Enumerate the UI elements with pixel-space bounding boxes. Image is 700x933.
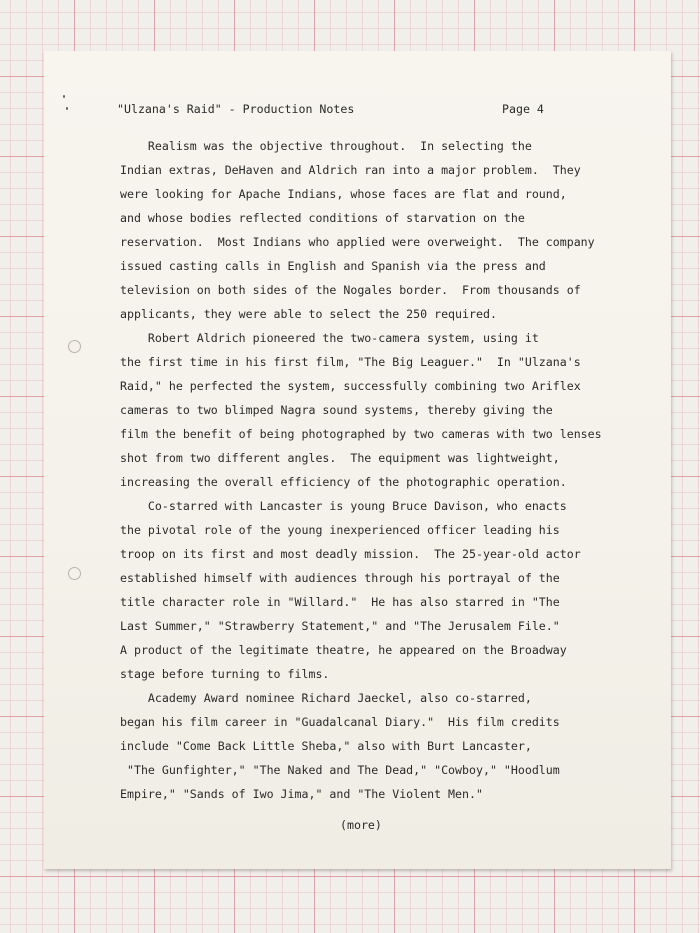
more-indicator: (more) <box>340 818 382 832</box>
body-line: stage before turning to films. <box>120 667 330 681</box>
body-line: Indian extras, DeHaven and Aldrich ran into a major problem. They <box>120 163 581 177</box>
body-line: include "Come Back Little Sheba," also with Burt Lancaster, <box>120 739 532 753</box>
body-line: the first time in his first film, "The Big Leaguer." In "Ulzana's <box>120 355 581 369</box>
body-line: television on both sides of the Nogales border. From thousands of <box>120 283 581 297</box>
punch-hole <box>68 340 81 353</box>
body-line: Raid," he perfected the system, successfully combining two Ariflex <box>120 379 581 393</box>
body-line: and whose bodies reflected conditions of starvation on the <box>120 211 525 225</box>
body-line: shot from two different angles. The equipment was lightweight, <box>120 451 560 465</box>
body-line: began his film career in "Guadalcanal Diary." His film credits <box>120 715 560 729</box>
body-line: the pivotal role of the young inexperienced officer leading his <box>120 523 560 537</box>
body-line: Last Summer," "Strawberry Statement," and "The Jerusalem File." <box>120 619 560 633</box>
body-line: Realism was the objective throughout. In selecting the <box>120 139 532 153</box>
header-title: "Ulzana's Raid" - Production Notes <box>117 102 355 116</box>
paper-speck <box>63 95 65 98</box>
paper-speck <box>66 107 68 110</box>
body-line: "The Gunfighter," "The Naked and The Dead," "Cowboy," "Hoodlum <box>120 763 560 777</box>
body-line: were looking for Apache Indians, whose faces are flat and round, <box>120 187 567 201</box>
body-line: issued casting calls in English and Spanish via the press and <box>120 259 546 273</box>
body-line: Robert Aldrich pioneered the two-camera system, using it <box>120 331 539 345</box>
body-line: Academy Award nominee Richard Jaeckel, also co-starred, <box>120 691 532 705</box>
body-line: applicants, they were able to select the 250 required. <box>120 307 497 321</box>
body-line: reservation. Most Indians who applied were overweight. The company <box>120 235 595 249</box>
body-line: A product of the legitimate theatre, he appeared on the Broadway <box>120 643 567 657</box>
body-line: increasing the overall efficiency of the photographic operation. <box>120 475 567 489</box>
body-line: troop on its first and most deadly mission. The 25-year-old actor <box>120 547 581 561</box>
page-number: Page 4 <box>502 102 544 116</box>
body-line: film the benefit of being photographed by two cameras with two lenses <box>120 427 602 441</box>
body-line: title character role in "Willard." He has also starred in "The <box>120 595 560 609</box>
body-line: established himself with audiences through his portrayal of the <box>120 571 560 585</box>
punch-hole <box>68 567 81 580</box>
body-line: cameras to two blimped Nagra sound systems, thereby giving the <box>120 403 553 417</box>
body-line: Co-starred with Lancaster is young Bruce Davison, who enacts <box>120 499 567 513</box>
document-page <box>44 51 671 869</box>
body-line: Empire," "Sands of Iwo Jima," and "The Violent Men." <box>120 787 483 801</box>
